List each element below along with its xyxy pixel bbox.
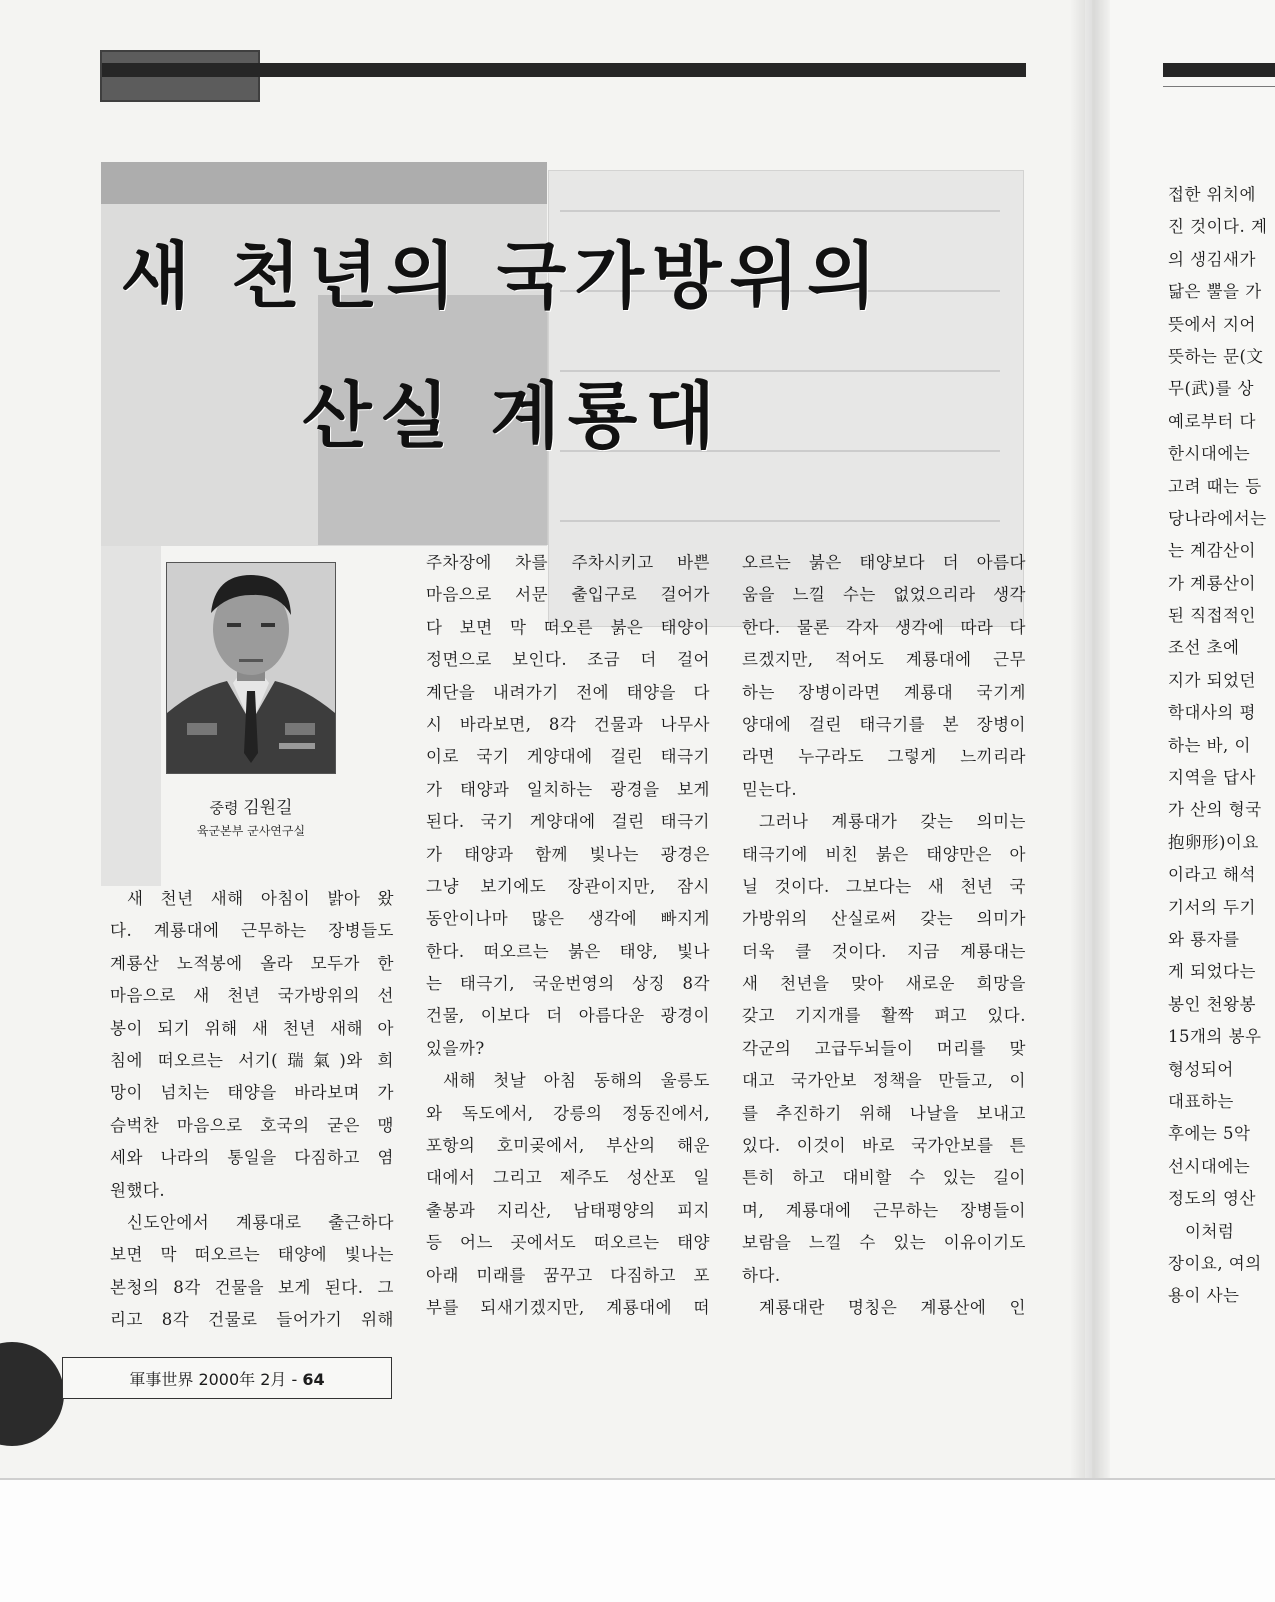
text-line: 지가 되었던 bbox=[1168, 670, 1256, 690]
text-line: 무(武)를 상 bbox=[1168, 379, 1254, 399]
text-line: 예로부터 다 bbox=[1168, 411, 1256, 431]
text-line: 정도의 영산 bbox=[1168, 1189, 1256, 1209]
text-line: 건물, 이보다 더 아름다운 광경이 bbox=[426, 1006, 710, 1026]
text-line: 닮은 뿔을 가 bbox=[1168, 282, 1262, 302]
text-line: 의 생김새가 bbox=[1168, 249, 1256, 269]
author-photo bbox=[166, 562, 336, 774]
text-line: 리고 8각 건물로 들어가기 위해 bbox=[110, 1310, 394, 1330]
text-line: 본청의 8각 건물을 보게 된다. 그 bbox=[110, 1277, 394, 1297]
text-line: 형성되어 bbox=[1168, 1059, 1234, 1079]
text-line: 르겠지만, 적어도 계룡대에 근무 bbox=[742, 650, 1026, 670]
text-line: 조선 초에 bbox=[1168, 638, 1240, 658]
text-line: 있을까? bbox=[426, 1038, 485, 1058]
text-line: 당나라에서는 bbox=[1168, 508, 1267, 528]
right-page-hairline bbox=[1163, 86, 1275, 87]
text-line: 이처럼 bbox=[1185, 1221, 1235, 1241]
text-line: 봉인 천왕봉 bbox=[1168, 994, 1256, 1014]
text-line: 하다. bbox=[742, 1265, 781, 1285]
text-line: 계룡산 노적봉에 올라 모두가 한 bbox=[110, 953, 394, 973]
text-line: 하는 바, 이 bbox=[1168, 735, 1251, 755]
text-line: 한다. 떠오르는 붉은 태양, 빛나 bbox=[426, 941, 710, 961]
author-rank: 중령 bbox=[209, 799, 239, 817]
text-line: 슴벅찬 마음으로 호국의 굳은 맹 bbox=[110, 1115, 394, 1135]
text-line: 이라고 해석 bbox=[1168, 865, 1256, 885]
text-line: 움을 느낄 수는 없었으리라 생각 bbox=[742, 585, 1026, 605]
text-line: 한다. 물론 각자 생각에 따라 다 bbox=[742, 617, 1026, 637]
author-caption bbox=[168, 793, 334, 818]
body-column-3 bbox=[742, 547, 1026, 1324]
text-line: 대고 국가안보 정책을 만들고, 이 bbox=[742, 1071, 1026, 1091]
text-line: 고려 때는 등 bbox=[1168, 476, 1262, 496]
text-line: 후에는 5악 bbox=[1168, 1124, 1251, 1144]
text-line: 봉이 되기 위해 새 천년 새해 아 bbox=[110, 1018, 394, 1038]
text-line: 다. 계룡대에 근무하는 장병들도 bbox=[110, 921, 394, 941]
folio-magazine: 軍事世界 bbox=[129, 1370, 194, 1389]
text-line: 지역을 답사 bbox=[1168, 768, 1256, 788]
text-line: 보면 막 떠오르는 태양에 빛나는 bbox=[110, 1245, 394, 1265]
text-line: 가방위의 산실로써 갖는 의미가 bbox=[742, 909, 1026, 929]
text-line: 가 산의 형국 bbox=[1168, 800, 1262, 820]
folio-separator: - bbox=[291, 1370, 298, 1389]
author-portrait-image bbox=[167, 563, 335, 773]
text-line: 다 보면 막 떠오른 붉은 태양이 bbox=[426, 617, 710, 637]
text-line: 며, 계룡대에 근무하는 장병들이 bbox=[742, 1200, 1026, 1220]
text-line: 한시대에는 bbox=[1168, 444, 1251, 464]
text-line: 세와 나라의 통일을 다짐하고 염 bbox=[110, 1148, 394, 1168]
text-line: 계단을 내려가기 전에 태양을 다 bbox=[426, 682, 710, 702]
page-gutter bbox=[1070, 0, 1110, 1480]
headline-line-1: 새 천년의 국가방위의 bbox=[120, 234, 885, 318]
text-line: 그러나 계룡대가 갖는 의미는 bbox=[759, 812, 1026, 832]
text-line: 선시대에는 bbox=[1168, 1156, 1251, 1176]
text-line: 는 태극기, 국운번영의 상징 8각 bbox=[426, 974, 710, 994]
text-line: 게 되었다는 bbox=[1168, 962, 1256, 982]
top-rule bbox=[102, 63, 1026, 77]
text-line: 닐 것이다. 그보다는 새 천년 국 bbox=[742, 876, 1026, 896]
text-line: 양대에 걸린 태극기를 본 장병이 bbox=[742, 714, 1026, 734]
text-line: 동안이나마 많은 생각에 빠지게 bbox=[426, 909, 710, 929]
body-column-1 bbox=[110, 883, 394, 1336]
text-line: 마음으로 새 천년 국가방위의 선 bbox=[110, 986, 394, 1006]
text-line: 있다. 이것이 바로 국가안보를 튼 bbox=[742, 1136, 1026, 1156]
text-line: 대에서 그리고 제주도 성산포 일 bbox=[426, 1168, 710, 1188]
text-line: 오르는 붉은 태양보다 더 아름다 bbox=[742, 553, 1026, 572]
text-line: 망이 넘치는 태양을 바라보며 가 bbox=[110, 1083, 394, 1103]
text-line: 이로 국기 게양대에 걸린 태극기 bbox=[426, 747, 710, 767]
body-column-2 bbox=[426, 547, 710, 1324]
body-column-4-partial bbox=[1168, 179, 1275, 1313]
text-line: 된 직접적인 bbox=[1168, 606, 1256, 626]
text-line: 진 것이다. 계 bbox=[1168, 217, 1268, 237]
text-line: 가 태양과 함께 빛나는 광경은 bbox=[426, 844, 710, 864]
text-line: 정면으로 보인다. 조금 더 걸어 bbox=[426, 650, 710, 670]
text-line: 가 계룡산이 bbox=[1168, 573, 1256, 593]
author-name: 김원길 bbox=[243, 798, 293, 818]
text-line: 대표하는 bbox=[1168, 1091, 1234, 1111]
text-line: 와 독도에서, 강릉의 정동진에서, bbox=[426, 1103, 710, 1123]
text-line: 그냥 보기에도 장관이지만, 잠시 bbox=[426, 876, 710, 896]
background-banner bbox=[101, 162, 547, 204]
text-line: 보람을 느낄 수 있는 이유이기도 bbox=[742, 1233, 1026, 1253]
background-line bbox=[560, 520, 1000, 522]
text-line: 와 룡자를 bbox=[1168, 929, 1240, 949]
text-line: 마음으로 서문 출입구로 걸어가 bbox=[426, 585, 710, 605]
text-line: 각군의 고급두뇌들이 머리를 맞 bbox=[742, 1038, 1026, 1058]
text-line: 태극기에 비친 붉은 태양만은 아 bbox=[742, 844, 1026, 864]
folio bbox=[62, 1367, 392, 1390]
text-line: 접한 위치에 bbox=[1168, 185, 1256, 204]
text-line: 신도안에서 계룡대로 출근하다 bbox=[127, 1212, 394, 1232]
text-line: 갖고 기지개를 활짝 펴고 있다. bbox=[742, 1006, 1026, 1026]
text-line: 가 태양과 일치하는 광경을 보게 bbox=[426, 779, 710, 799]
text-line: 하는 장병이라면 계룡대 국기게 bbox=[742, 682, 1026, 702]
text-line: 장이요, 여의 bbox=[1168, 1253, 1262, 1273]
text-line: 포항의 호미곶에서, 부산의 해운 bbox=[426, 1136, 710, 1156]
background-line bbox=[560, 210, 1000, 212]
text-line: 출봉과 지리산, 남태평양의 피지 bbox=[426, 1200, 710, 1220]
text-line: 된다. 국기 게양대에 걸린 태극기 bbox=[426, 812, 710, 832]
text-line: 주차장에 차를 주차시키고 바쁜 bbox=[426, 553, 710, 572]
right-page-rule bbox=[1163, 63, 1275, 77]
text-line: 원했다. bbox=[110, 1180, 166, 1200]
text-line: 抱卵形)이요 bbox=[1168, 832, 1259, 852]
text-line: 용이 사는 bbox=[1168, 1286, 1240, 1306]
background-collage-strip bbox=[101, 546, 161, 886]
text-line: 는 계감산이 bbox=[1168, 541, 1256, 561]
scan-margin bbox=[0, 1478, 1275, 1602]
text-line: 등 어느 곳에서도 떠오르는 태양 bbox=[426, 1233, 710, 1253]
headline-line-2: 산실 계룡대 bbox=[302, 374, 723, 458]
text-line: 기서의 두기 bbox=[1168, 897, 1256, 917]
folio-page-number: 64 bbox=[302, 1370, 325, 1389]
author-unit: 육군본부 군사연구실 bbox=[196, 824, 306, 838]
text-line: 침에 떠오르는 서기(瑞氣)와 희 bbox=[110, 1050, 394, 1070]
text-line: 뜻에서 지어 bbox=[1168, 314, 1256, 334]
text-line: 15개의 봉우 bbox=[1168, 1027, 1262, 1047]
text-line: 계룡대란 명칭은 계룡산에 인 bbox=[759, 1297, 1026, 1317]
text-line: 새해 첫날 아침 동해의 울릉도 bbox=[443, 1071, 710, 1091]
text-line: 믿는다. bbox=[742, 779, 798, 799]
text-line: 를 추진하기 위해 나날을 보내고 bbox=[742, 1103, 1026, 1123]
text-line: 새 천년을 맞아 새로운 희망을 bbox=[742, 974, 1026, 994]
text-line: 시 바라보면, 8각 건물과 나무사 bbox=[426, 714, 710, 734]
text-line: 아래 미래를 꿈꾸고 다짐하고 포 bbox=[426, 1265, 710, 1285]
text-line: 학대사의 평 bbox=[1168, 703, 1256, 723]
text-line: 부를 되새기겠지만, 계룡대에 떠 bbox=[426, 1297, 710, 1317]
text-line: 뜻하는 문(文 bbox=[1168, 346, 1264, 366]
text-line: 튼히 하고 대비할 수 있는 길이 bbox=[742, 1168, 1026, 1188]
text-line: 라면 누구라도 그렇게 느끼리라 bbox=[742, 747, 1026, 767]
text-line: 새 천년 새해 아침이 밝아 왔 bbox=[127, 889, 394, 908]
text-line: 더욱 클 것이다. 지금 계룡대는 bbox=[742, 941, 1026, 961]
folio-issue: 2000年 2月 bbox=[198, 1370, 287, 1389]
